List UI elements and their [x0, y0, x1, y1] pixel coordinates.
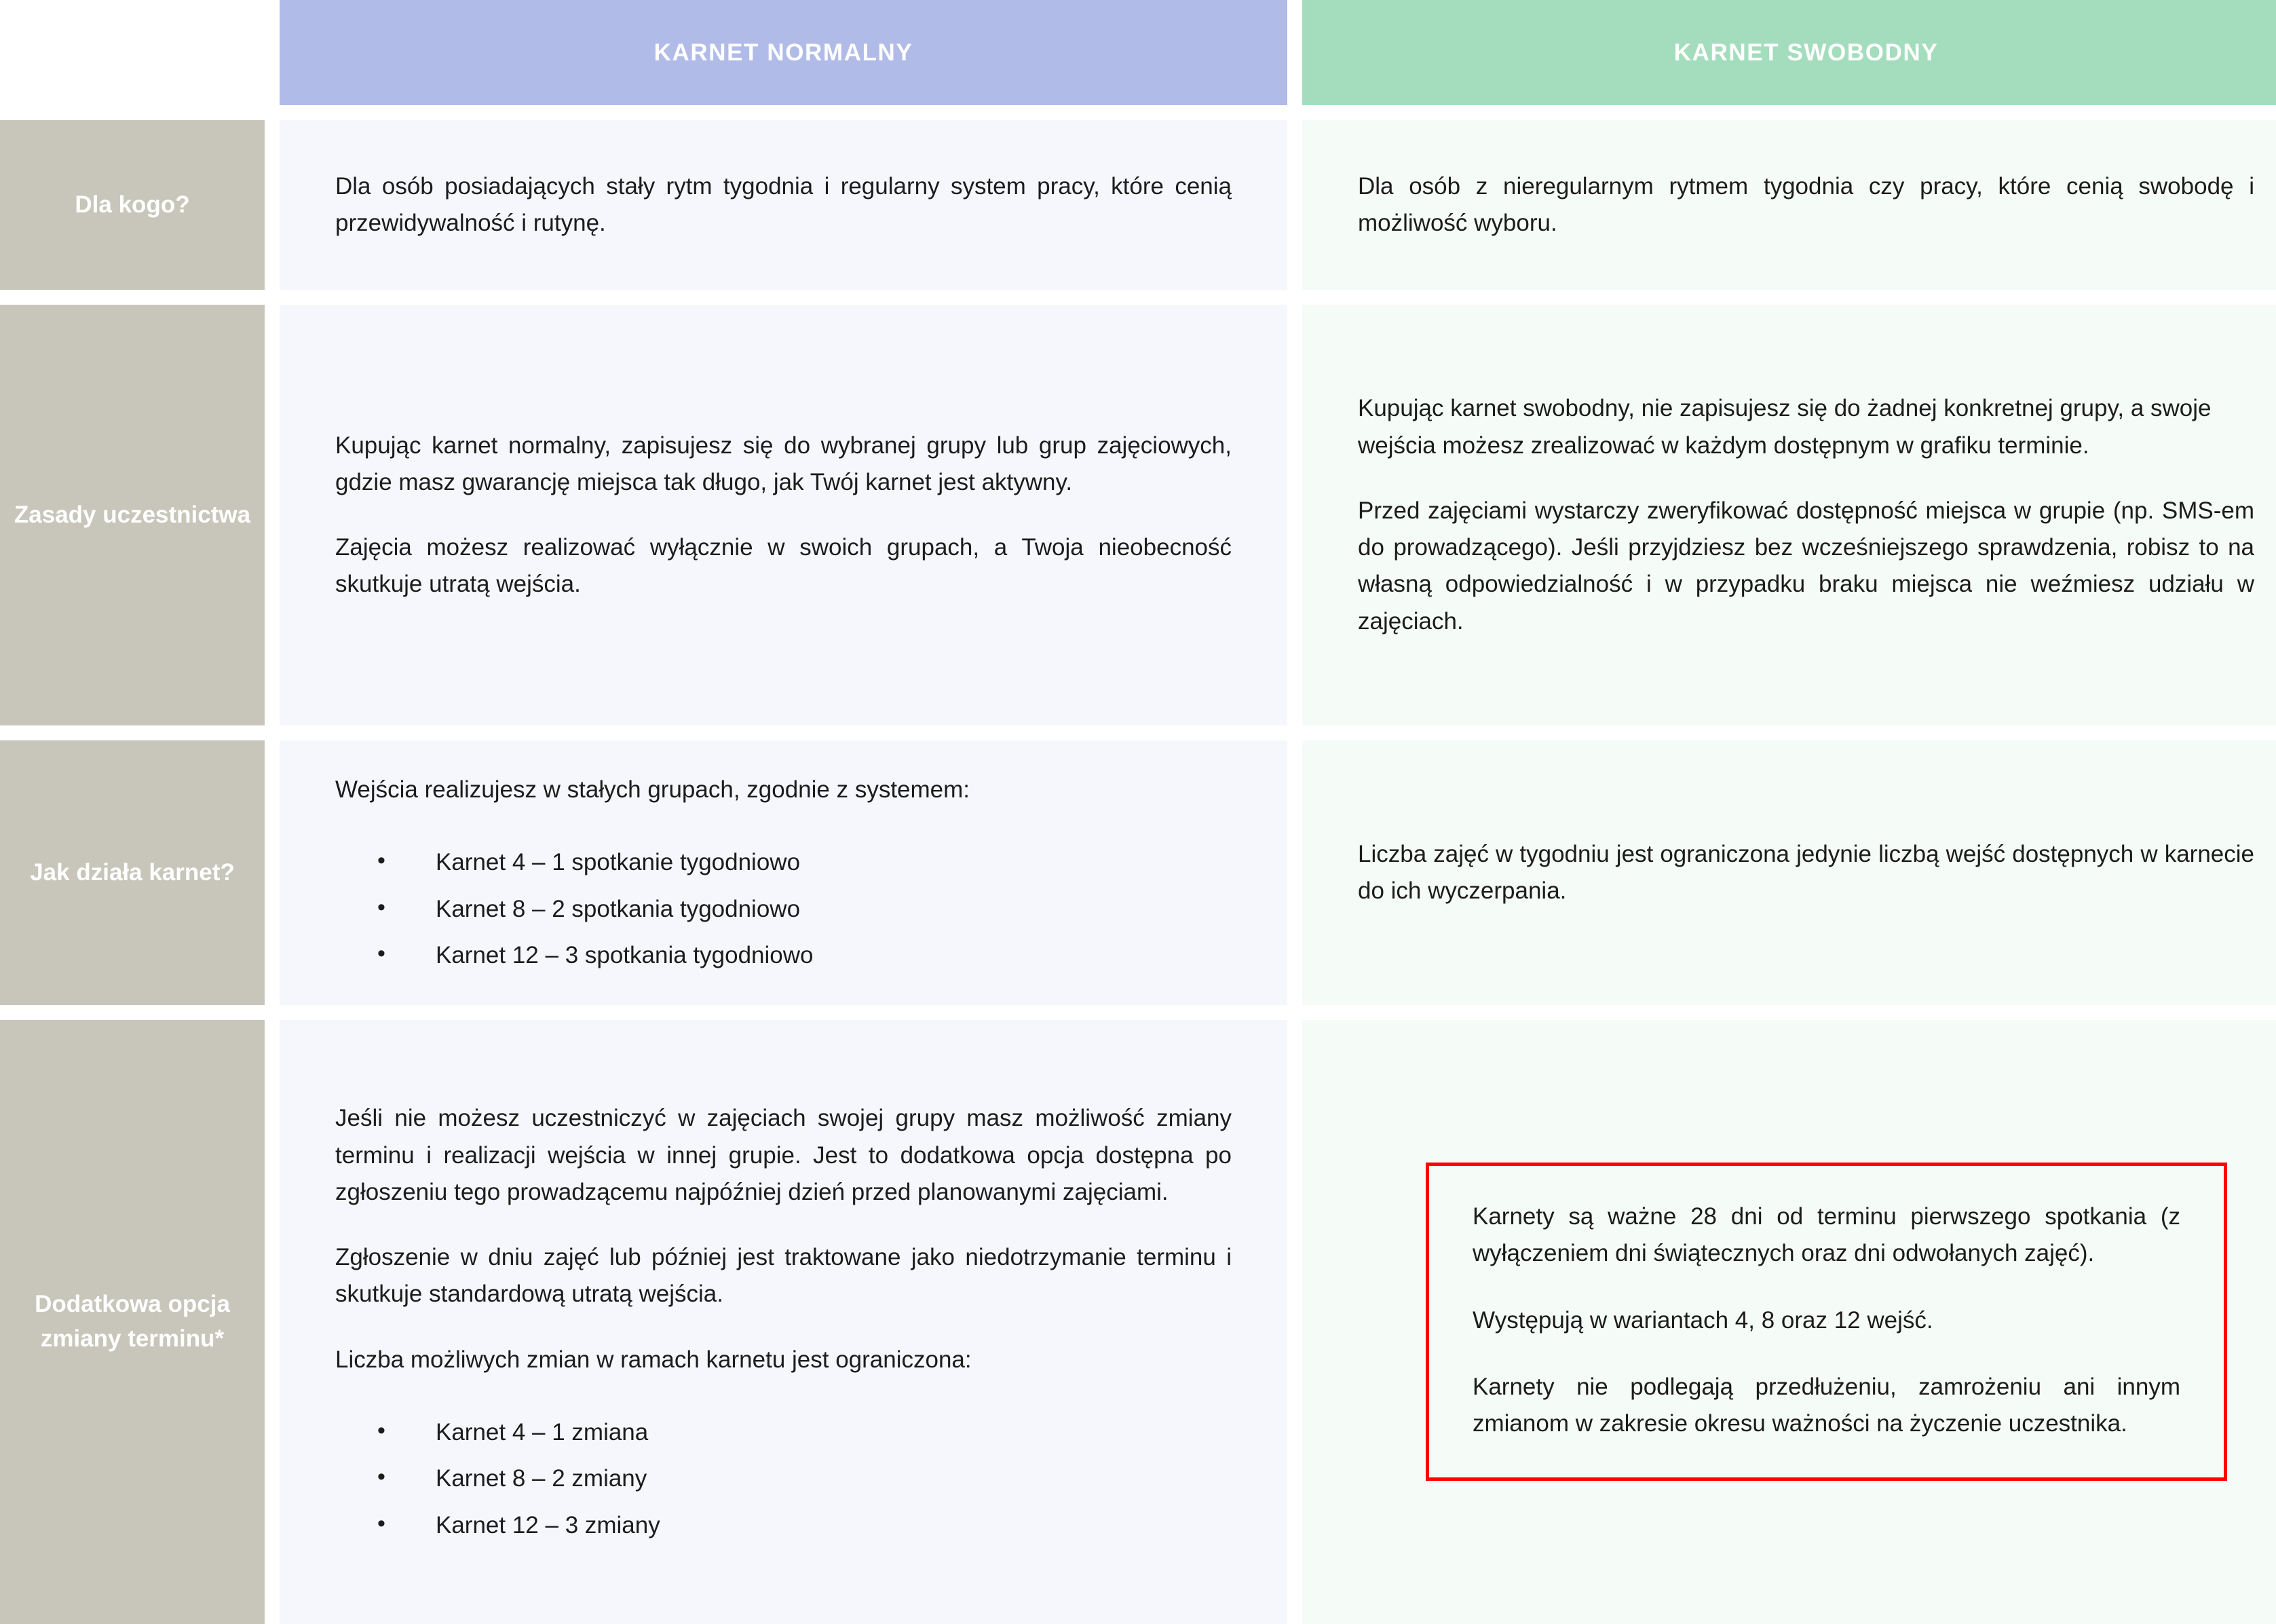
cell-jak-dziala-normalny: [280, 740, 1287, 1005]
row-label-text: Jak działa karnet?: [30, 858, 235, 886]
column-header-karnet-swobodny: [1302, 0, 2276, 105]
karnet-systems-list: [335, 845, 1232, 974]
paragraph: Zgłoszenie w dniu zajęć lub później jest traktowane jako niedotrzymanie terminu i skutkuje standardową utratą wejścia.: [335, 1244, 1232, 1308]
cell-zasady-swobodny: [1302, 305, 2276, 725]
row-label-dla-kogo: [0, 120, 265, 290]
list-item: • Karnet 4 – 1 spotkanie tygodniowo: [377, 845, 1232, 881]
paragraph: Liczba możliwych zmian w ramach karnetu jest ograniczona:: [335, 1346, 972, 1373]
paragraph: Karnety są ważne 28 dni od terminu pierwszego spotkania (z wyłączeniem dni świątecznych oraz dni odwołanych zajęć).: [1473, 1203, 2180, 1267]
karnet-changes-list: [335, 1415, 1232, 1544]
row-label-jak-dziala-karnet: [0, 740, 265, 1005]
table-corner-blank: [0, 0, 265, 105]
list-item: • Karnet 8 – 2 zmiany: [377, 1461, 1232, 1497]
list-item: • Karnet 12 – 3 zmiany: [377, 1508, 1232, 1544]
column-header-label: KARNET NORMALNY: [653, 39, 913, 66]
cell-dodatkowa-opcja-normalny: [280, 1020, 1287, 1624]
paragraph: Dla osób posiadających stały rytm tygodnia i regularny system pracy, które cenią przewidywalność i rutynę.: [335, 172, 1232, 236]
paragraph: Przed zajęciami wystarczy zweryfikować dostępność miejsca w grupie (np. SMS-em do prowadzącego). Jeśli przyjdziesz bez wcześniejszego sprawdzenia, robisz to na własną odpowiedzialność i w przypadku braku miejsca nie weźmiesz udziału w zajęciach.: [1358, 497, 2254, 635]
paragraph: Występują w wariantach 4, 8 oraz 12 wejść.: [1473, 1306, 1933, 1334]
row-label-text: Zasady uczestnictwa: [14, 501, 251, 528]
paragraph: Kupując karnet normalny, zapisujesz się do wybranej grupy lub grup zajęciowych, gdzie masz gwarancję miejsca tak długo, jak Twój karnet jest aktywny.: [335, 432, 1232, 495]
paragraph: Jeśli nie możesz uczestniczyć w zajęciach swojej grupy masz możliwość zmiany terminu i realizacji wejścia w innej grupie. Jest to dodatkowa opcja dostępna po zgłoszeniu tego prowadzącemu najpóźniej dzień przed planowanymi zajęciami.: [335, 1105, 1232, 1205]
list-item: • Karnet 4 – 1 zmiana: [377, 1415, 1232, 1451]
row-label-zasady-uczestnictwa: [0, 305, 265, 725]
list-item: • Karnet 12 – 3 spotkania tygodniowo: [377, 938, 1232, 974]
paragraph-intro: Wejścia realizujesz w stałych grupach, zgodnie z systemem:: [335, 776, 970, 803]
cell-dla-kogo-normalny: [280, 120, 1287, 290]
column-header-label: KARNET SWOBODNY: [1673, 39, 1939, 66]
cell-dodatkowa-opcja-swobodny: [1302, 1020, 2276, 1624]
paragraph: Karnety nie podlegają przedłużeniu, zamrożeniu ani innym zmianom w zakresie okresu ważności na życzenie uczestnika.: [1473, 1373, 2180, 1437]
list-item: • Karnet 8 – 2 spotkania tygodniowo: [377, 892, 1232, 928]
validity-note-box: [1426, 1163, 2227, 1481]
cell-jak-dziala-swobodny: [1302, 740, 2276, 1005]
cell-zasady-normalny: [280, 305, 1287, 725]
paragraph: Zajęcia możesz realizować wyłącznie w swoich grupach, a Twoja nieobecność skutkuje utratą wejścia.: [335, 534, 1232, 598]
paragraph: Dla osób z nieregularnym rytmem tygodnia czy pracy, które cenią swobodę i możliwość wyboru.: [1358, 172, 2254, 236]
paragraph: Kupując karnet swobodny, nie zapisujesz się do żadnej konkretnej grupy, a swoje wejścia możesz zrealizować w każdym dostępnym w grafiku terminie.: [1358, 395, 2212, 459]
row-label-dodatkowa-opcja-zmiany-terminu: [0, 1020, 265, 1624]
row-label-text: Dodatkowa opcja zmiany terminu*: [35, 1291, 230, 1352]
paragraph: Liczba zajęć w tygodniu jest ograniczona jedynie liczbą wejść dostępnych w karnecie do ich wyczerpania.: [1358, 840, 2254, 904]
column-header-karnet-normalny: [280, 0, 1287, 105]
row-label-text: Dla kogo?: [75, 191, 190, 218]
cell-dla-kogo-swobodny: [1302, 120, 2276, 290]
